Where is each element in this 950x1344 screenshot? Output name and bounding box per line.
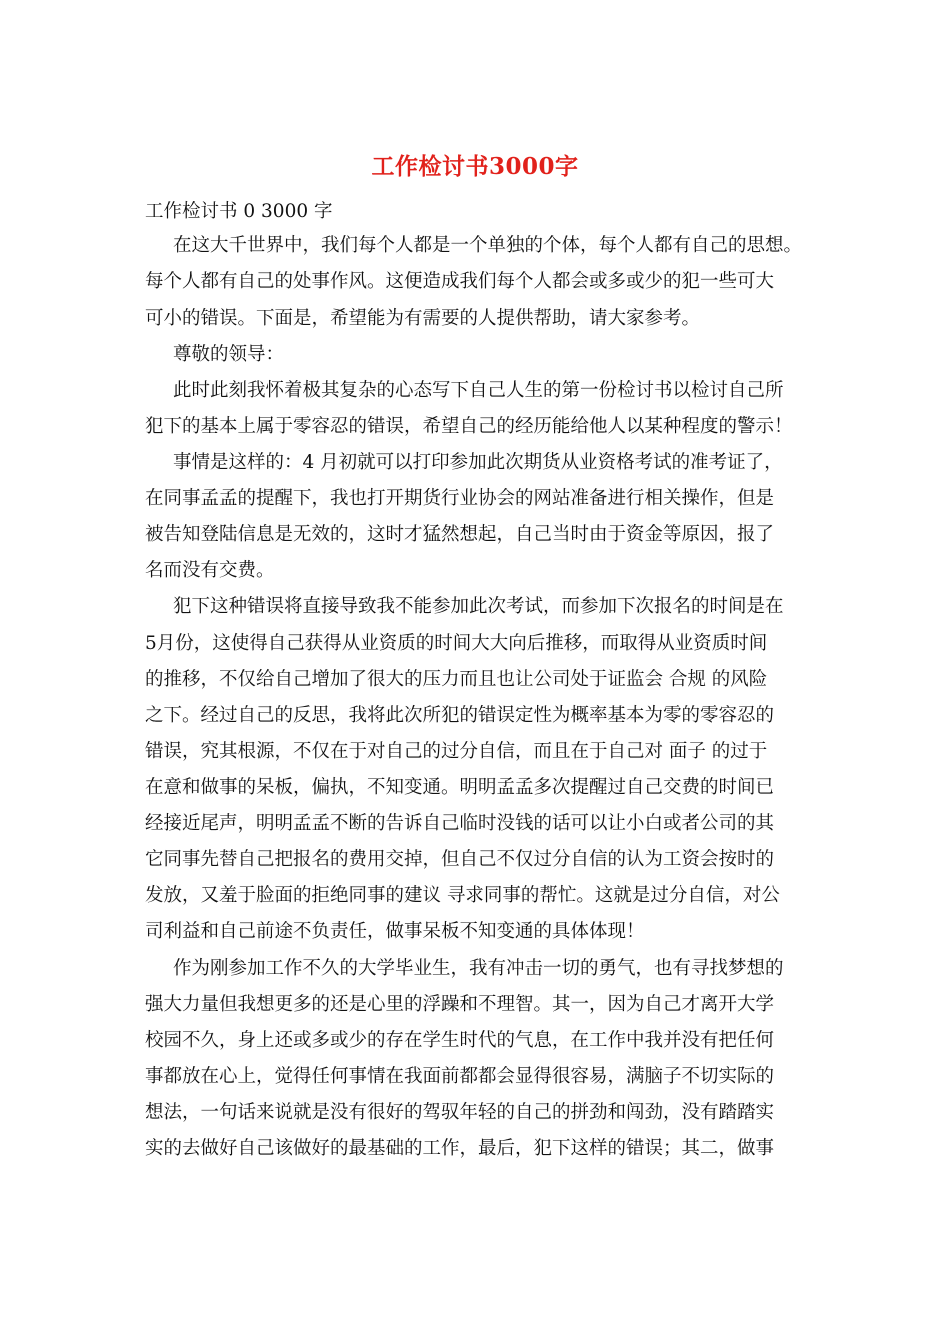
paragraph-line: 经接近尾声，明明孟孟不断的告诉自己临时没钱的话可以让小白或者公司的其 bbox=[145, 813, 775, 834]
paragraph-line: 可小的错误。下面是，希望能为有需要的人提供帮助，请大家参考。 bbox=[145, 308, 701, 329]
paragraph-line: 在同事孟孟的提醒下，我也打开期货行业协会的网站准备进行相关操作，但是 bbox=[145, 488, 775, 509]
salutation: 尊敬的领导： bbox=[173, 344, 285, 365]
paragraph-line: 想法，一句话来说就是没有很好的驾驭年轻的自己的拼劲和闯劲，没有踏踏实 bbox=[145, 1102, 775, 1123]
paragraph-line: 名而没有交费。 bbox=[145, 560, 275, 581]
paragraph-line: 在这大千世界中，我们每个人都是一个单独的个体，每个人都有自己的思想。 bbox=[173, 235, 803, 256]
paragraph-line: 的推移，不仅给自己增加了很大的压力而且也让公司处于证监会 合规 的风险 bbox=[145, 669, 768, 690]
paragraph-line: 此时此刻我怀着极其复杂的心态写下自己人生的第一份检讨书以检讨自己所 bbox=[173, 380, 784, 401]
paragraph-line: 强大力量但我想更多的还是心里的浮躁和不理智。其一，因为自己才离开大学 bbox=[145, 994, 775, 1015]
paragraph-line: 事都放在心上，觉得任何事情在我面前都都会显得很容易，满脑子不切实际的 bbox=[145, 1066, 775, 1087]
paragraph-line: 在意和做事的呆板，偏执，不知变通。明明孟孟多次提醒过自己交费的时间已 bbox=[145, 777, 775, 798]
paragraph-line: 错误，究其根源，不仅在于对自己的过分自信，而且在于自己对 面子 的过于 bbox=[145, 741, 768, 762]
paragraph-line: 它同事先替自己把报名的费用交掉，但自己不仅过分自信的认为工资会按时的 bbox=[145, 849, 775, 870]
paragraph-line: 作为刚参加工作不久的大学毕业生，我有冲击一切的勇气，也有寻找梦想的 bbox=[173, 958, 784, 979]
paragraph-line: 发放，又羞于脸面的拒绝同事的建议 寻求同事的帮忙。这就是过分自信，对公 bbox=[145, 885, 780, 906]
paragraph-line: 被告知登陆信息是无效的，这时才猛然想起，自己当时由于资金等原因，报了 bbox=[145, 524, 775, 545]
paragraph-line: 5月份，这使得自己获得从业资质的时间大大向后推移，而取得从业资质时间 bbox=[145, 633, 768, 654]
paragraph-line: 校园不久，身上还或多或少的存在学生时代的气息，在工作中我并没有把任何 bbox=[145, 1030, 775, 1051]
paragraph-line: 实的去做好自己该做好的最基础的工作，最后，犯下这样的错误；其二，做事 bbox=[145, 1138, 775, 1159]
page-title: 工作检讨书3000字 bbox=[371, 153, 579, 180]
paragraph-line: 之下。经过自己的反思，我将此次所犯的错误定性为概率基本为零的零容忍的 bbox=[145, 705, 775, 726]
subtitle-line: 工作检讨书 0 3000 字 bbox=[145, 201, 333, 222]
paragraph-line: 犯下的基本上属于零容忍的错误，希望自己的经历能给他人以某种程度的警示！ bbox=[145, 416, 793, 437]
paragraph-line: 事情是这样的：4 月初就可以打印参加此次期货从业资格考试的准考证了， bbox=[173, 452, 783, 473]
paragraph-line: 每个人都有自己的处事作风。这便造成我们每个人都会或多或少的犯一些可大 bbox=[145, 271, 775, 292]
paragraph-line: 犯下这种错误将直接导致我不能参加此次考试，而参加下次报名的时间是在 bbox=[173, 596, 784, 617]
paragraph-line: 司利益和自己前途不负责任，做事呆板不知变通的具体体现！ bbox=[145, 921, 645, 942]
